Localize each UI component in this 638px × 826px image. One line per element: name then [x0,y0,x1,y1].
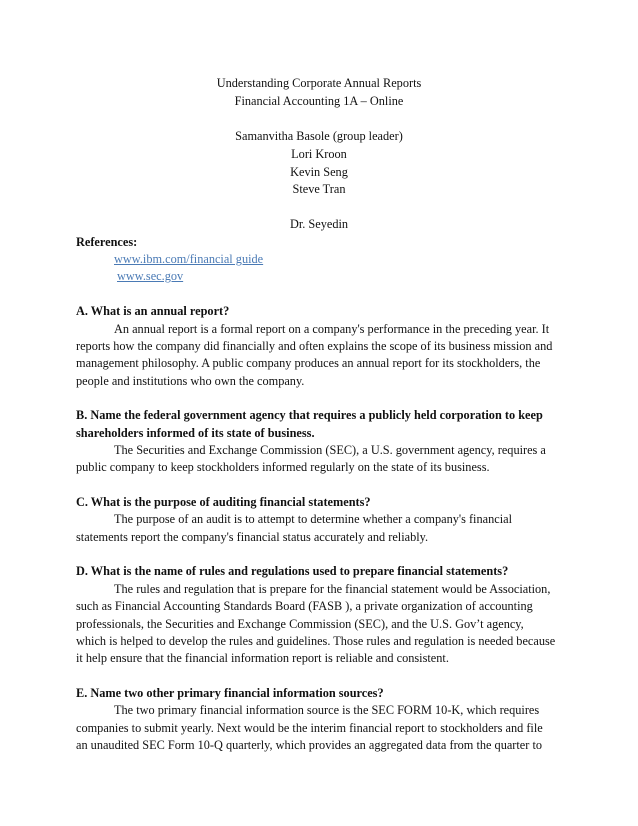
answer-line: The Securities and Exchange Commission (SEC), a U.S. government agency, requires a [114,443,546,457]
question-b: B. Name the federal government agency that requires a publicly held corporation to keep [76,408,543,422]
answer-line: An annual report is a formal report on a company's performance in the preceding year. It [114,322,550,336]
answer-line: which is helped to develop the rules and guidelines. Those rules and regulation is needed because [76,634,556,648]
reference-link[interactable]: www.ibm.com/financial guide [114,252,264,266]
answer-line: management philosophy. A public company produces an annual report for its stockholders, the [76,356,541,370]
references-label: References: [76,235,138,249]
answer-line: The rules and regulation that is prepare for the financial statement would be Association, [114,582,551,596]
answer-line: such as Financial Accounting Standards Board (FASB ), a private organization of accounting [76,599,533,613]
answer-line: companies to submit yearly. Next would be the interim financial report to stockholders and file [76,721,543,735]
question-a: A. What is an annual report? [76,304,230,318]
answer-line: The two primary financial information source is the SEC FORM 10-K, which requires [114,703,540,717]
answer-line: professionals, the Securities and Exchange Commission (SEC), and the U.S. Gov’t agency, [76,617,524,631]
answer-line: people and institutions who own the company. [76,374,305,388]
question-b-cont: shareholders informed of its state of business. [76,426,315,440]
instructor-name: Dr. Seyedin [289,217,349,231]
member-name: Samanvitha Basole (group leader) [235,129,403,143]
member-name: Steve Tran [292,182,346,196]
question-e: E. Name two other primary financial information sources? [76,686,384,700]
answer-line: reports how the company did financially and often explains the scope of its business mission and [76,339,553,353]
reference-link[interactable]: www.sec.gov [117,269,184,283]
answer-line: an unaudited SEC Form 10-Q quarterly, which provides an aggregated data from the quarter to [76,738,543,752]
answer-line: The purpose of an audit is to attempt to determine whether a company's financial [114,512,512,526]
course-name: Financial Accounting 1A – Online [234,94,404,108]
document-title: Understanding Corporate Annual Reports [216,76,422,90]
question-d: D. What is the name of rules and regulations used to prepare financial statements? [76,564,509,578]
member-name: Kevin Seng [290,165,348,179]
member-name: Lori Kroon [291,147,347,161]
answer-line: public company to keep stockholders informed regularly on the state of its business. [76,460,490,474]
answer-line: it help ensure that the financial information report is reliable and consistent. [76,651,449,665]
answer-line: statements report the company's financial status accurately and reliably. [76,530,429,544]
question-c: C. What is the purpose of auditing financial statements? [76,495,371,509]
